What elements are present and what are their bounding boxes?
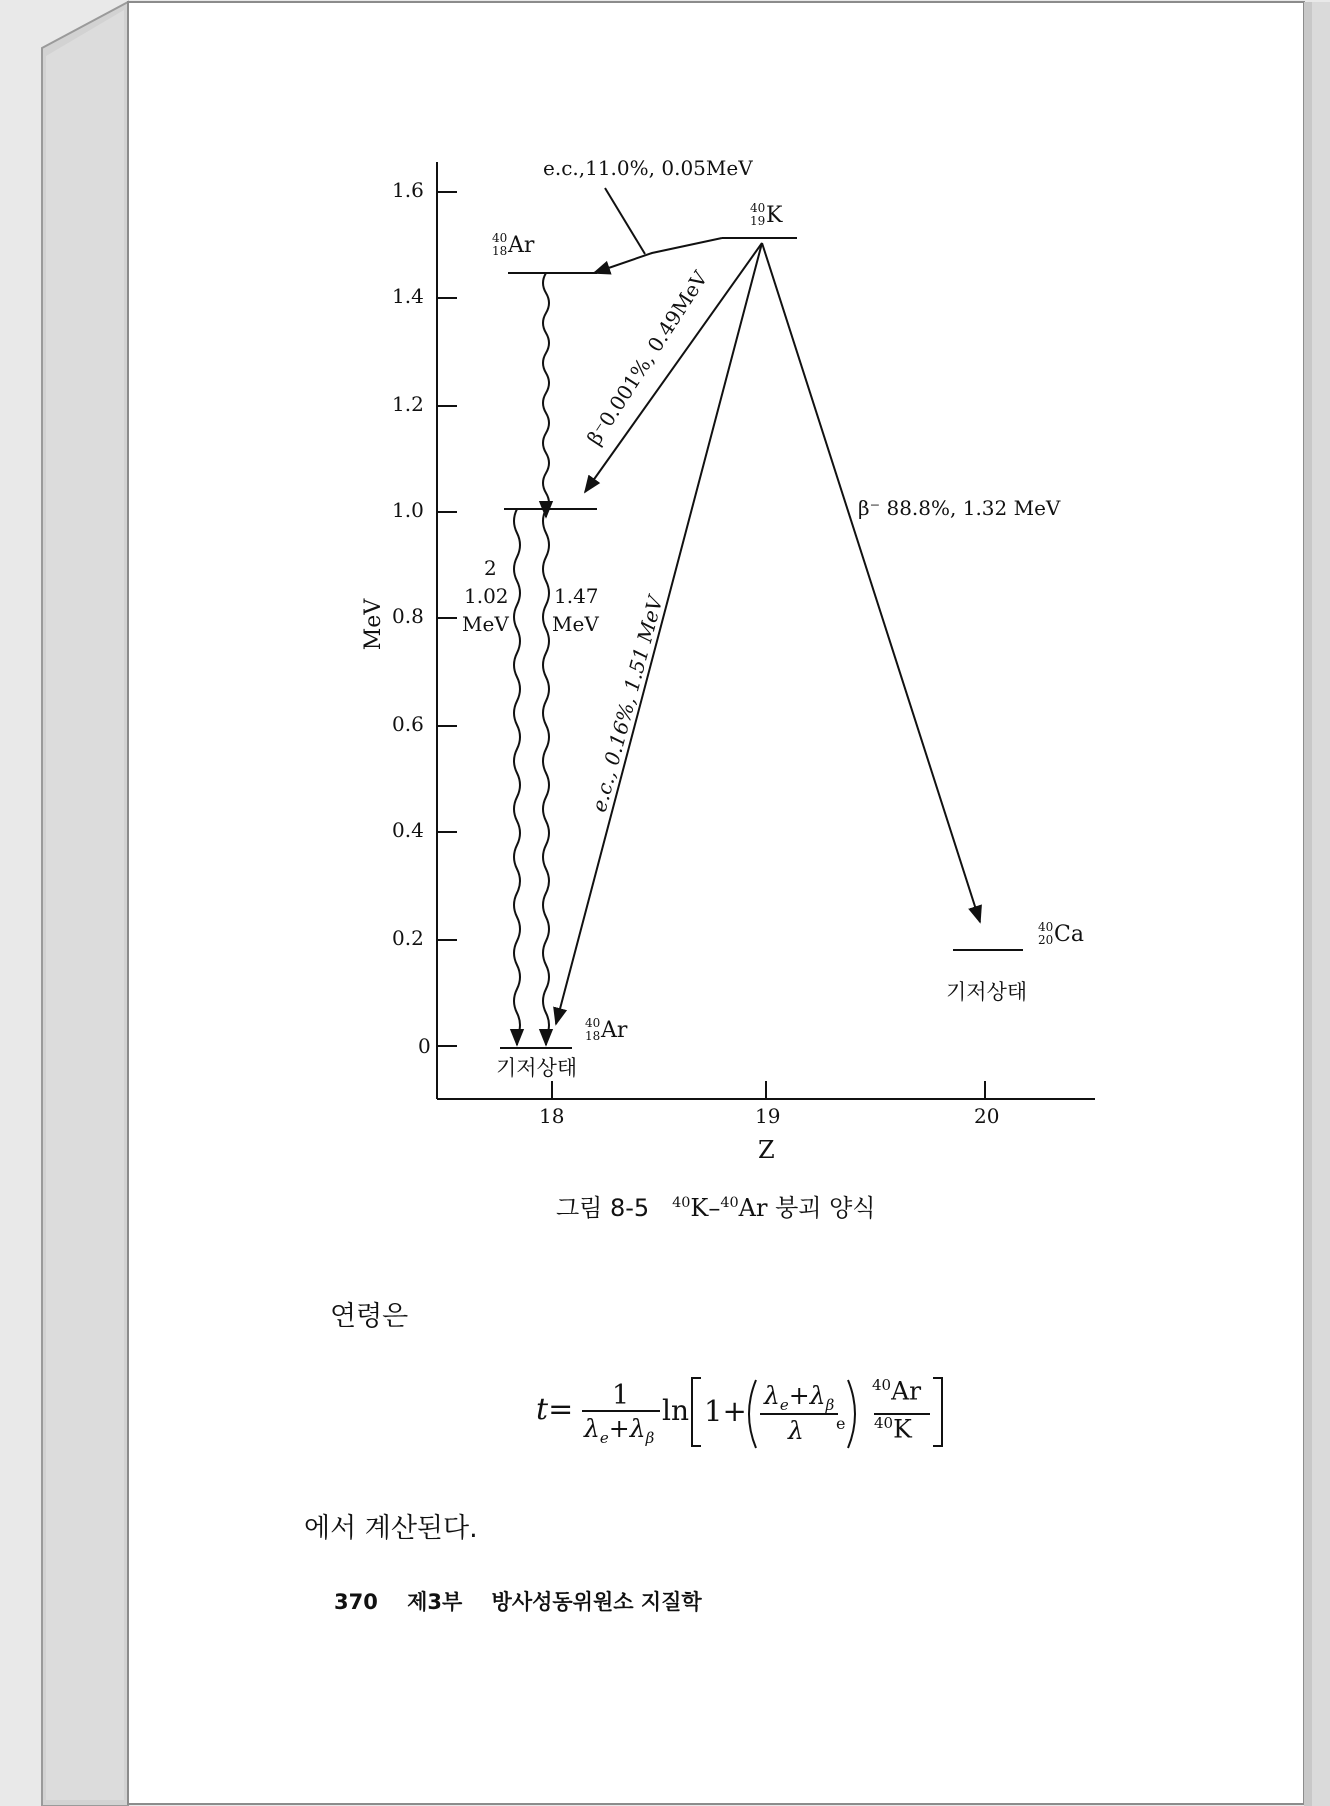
x-tick-18: 18 bbox=[539, 1104, 565, 1128]
eq-one: 1+ bbox=[704, 1394, 747, 1428]
intro-text: 연령은 bbox=[330, 1301, 409, 1332]
nuclide-40k: 40 19 K bbox=[750, 201, 783, 228]
ground-state-label-ar: 기저상태 bbox=[496, 1056, 578, 1080]
gamma-102-multiplier: 2 bbox=[484, 556, 497, 580]
y-tick-0-2: 0.2 bbox=[392, 926, 424, 950]
conclusion-text: 에서 계산된다. bbox=[304, 1513, 478, 1544]
y-tick-0-8: 0.8 bbox=[392, 604, 424, 628]
gamma-147-value: 1.47 bbox=[554, 584, 599, 608]
figure-caption: 그림 8-5 $^{40}$K–$^{40}$Ar 붕괴 양식 bbox=[556, 1194, 876, 1222]
y-axis-label: MeV bbox=[361, 598, 387, 651]
gamma-102-value: 1.02 bbox=[464, 584, 509, 608]
part-label: 제3부 bbox=[407, 1590, 463, 1614]
chapter-title: 방사성동위원소 지질학 bbox=[491, 1590, 702, 1614]
x-tick-20: 20 bbox=[974, 1104, 1000, 1128]
label-beta-minor: β⁻0.001%, 0.49MeV bbox=[582, 266, 713, 450]
nuclide-40ar-ground: 40 18 Ar bbox=[585, 1016, 628, 1043]
gamma-102-unit: MeV bbox=[462, 612, 509, 636]
label-ec-11: e.c.,11.0%, 0.05MeV bbox=[543, 156, 753, 180]
eq-den: $\lambda_e+\lambda_\beta$ bbox=[584, 1414, 655, 1447]
eq-num: 1 bbox=[612, 1380, 630, 1411]
eq-inner-sub: e bbox=[836, 1414, 846, 1433]
y-tick-0-6: 0.6 bbox=[392, 712, 424, 736]
eq-inner-den: λ bbox=[788, 1416, 804, 1445]
eq-ratio-den: $^{40}$K bbox=[874, 1414, 912, 1444]
eq-ratio-num: $^{40}$Ar bbox=[872, 1376, 922, 1406]
eq-inner-num: $\lambda_e+\lambda_\beta$ bbox=[764, 1381, 835, 1414]
y-tick-1-2: 1.2 bbox=[392, 392, 424, 416]
nuclide-40ar-excited: 40 18 Ar bbox=[492, 231, 535, 258]
eq-lhs: t= bbox=[536, 1392, 574, 1427]
page-number: 370 bbox=[334, 1590, 378, 1614]
label-beta-major: β⁻ 88.8%, 1.32 MeV bbox=[858, 496, 1061, 520]
ground-state-label-ca: 기저상태 bbox=[946, 980, 1028, 1004]
nuclide-40ca: 40 20 Ca bbox=[1038, 920, 1084, 947]
y-tick-0: 0 bbox=[418, 1034, 431, 1058]
y-tick-1-0: 1.0 bbox=[392, 498, 424, 522]
y-tick-1-4: 1.4 bbox=[392, 284, 424, 308]
eq-ln: ln bbox=[662, 1394, 689, 1427]
page-footer bbox=[334, 1586, 702, 1616]
gamma-147-unit: MeV bbox=[552, 612, 599, 636]
y-tick-0-4: 0.4 bbox=[392, 818, 424, 842]
label-ec-direct: e.c., 0.16%, 1.51 MeV bbox=[586, 593, 668, 815]
x-axis-label: Z bbox=[758, 1136, 775, 1164]
y-tick-1-6: 1.6 bbox=[392, 178, 424, 202]
x-tick-19: 19 bbox=[755, 1104, 781, 1128]
